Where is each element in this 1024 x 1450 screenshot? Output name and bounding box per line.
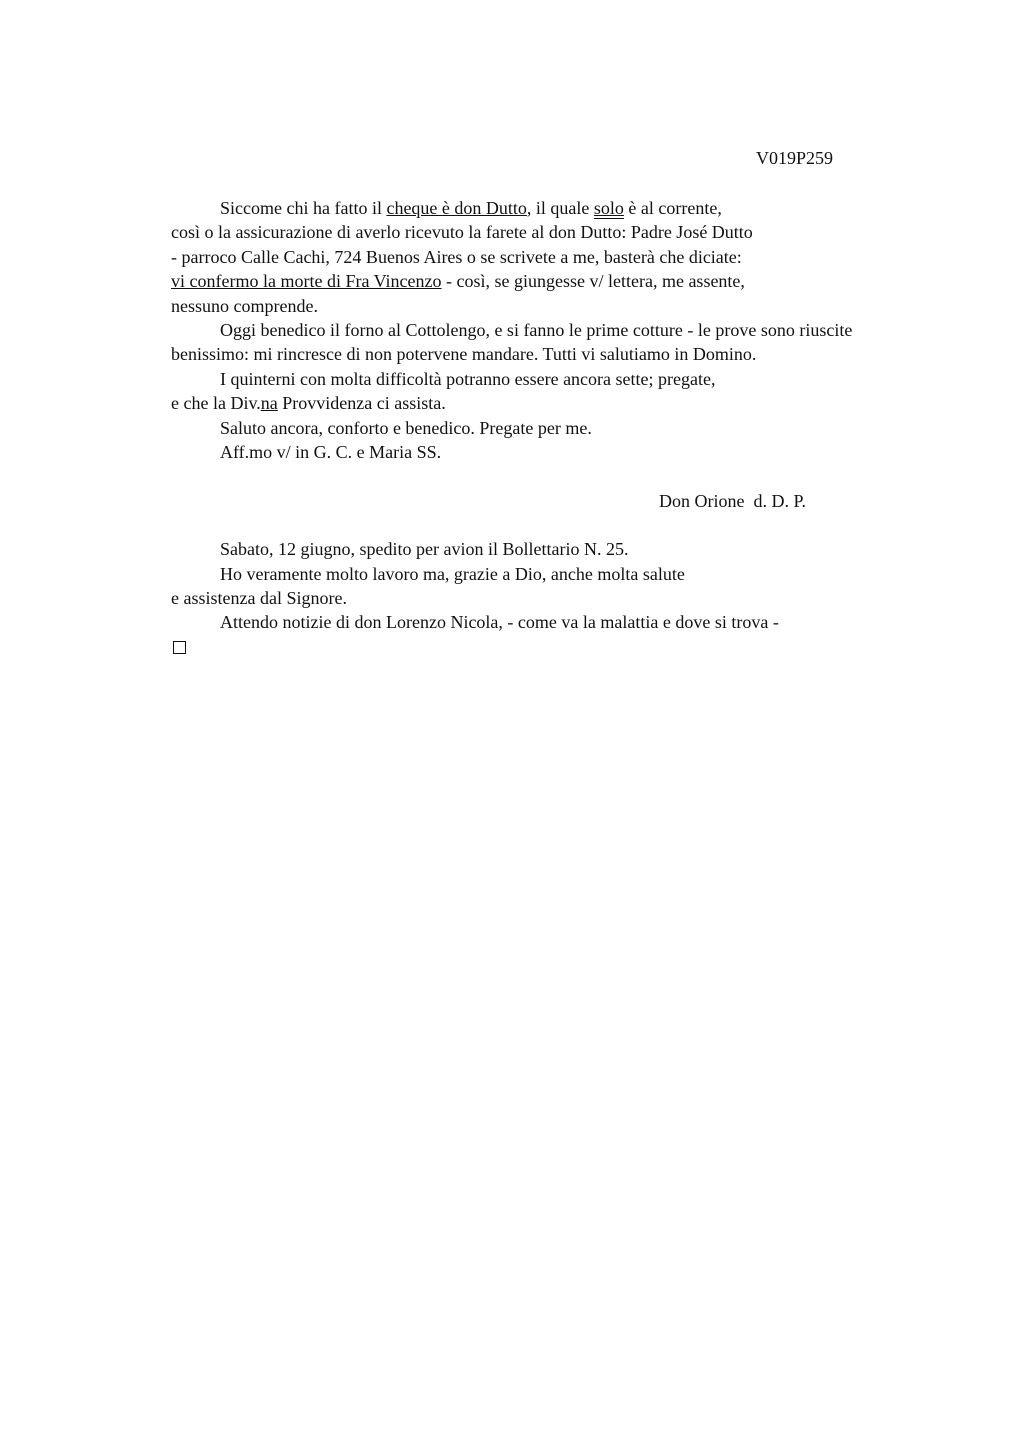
postscript-line-1: Sabato, 12 giugno, spedito per avion il Bollettario N. 25. [220,539,629,560]
document-reference-code: V019P259 [756,148,834,168]
signature: Don Orione d. D. P. [659,491,806,512]
paragraph-1-line-1 [171,196,852,220]
signature-block [171,464,852,537]
paragraph-3-line-1: I quinterni con molta difficoltà potranno essere ancora sette; pregate, [220,368,716,389]
underlined-text: vi confermo la morte di Fra Vincenzo [171,271,442,292]
text-run: è al corrente, [623,198,722,218]
text-run: Provvidenza ci assista. [277,393,446,414]
text-run: Siccome chi ha fatto il [220,198,387,218]
postscript-line-3: e assistenza dal Signore. [171,588,347,609]
paragraph-2-line-1: Oggi benedico il forno al Cottolengo, e si fanno le prime cotture - le prove sono riuscite [220,319,853,340]
paragraph-3-line-2 [171,391,852,415]
paragraph-1-line-3: - parroco Calle Cachi, 724 Buenos Aires o se scrivete a me, basterà che diciate: [171,246,742,267]
paragraph-1-line-2: così o la assicurazione di averlo ricevuto la farete al don Dutto: Padre José Dutto [171,222,753,243]
double-underlined-text: solo [593,198,624,218]
underlined-text: na [260,393,278,414]
text-run: - così, se giungesse v/ lettera, me assente, [441,271,745,292]
paragraph-1-line-4 [171,269,852,293]
underlined-text: cheque è don Dutto [386,198,527,218]
end-square-icon [173,641,186,654]
postscript-line-2: Ho veramente molto lavoro ma, grazie a Dio, anche molta salute [220,563,685,584]
paragraph-2-line-2: benissimo: mi rincresce di non potervene mandare. Tutti vi salutiamo in Domino. [171,344,757,365]
text-run: , il quale [526,198,594,218]
closing-line: Aff.mo v/ in G. C. e Maria SS. [220,441,442,462]
paragraph-4: Saluto ancora, conforto e benedico. Pregate per me. [220,417,592,438]
postscript-line-4: Attendo notizie di don Lorenzo Nicola, - come va la malattia e dove si trova - [220,612,779,633]
paragraph-1-line-5: nessuno comprende. [171,295,318,316]
letter-body [171,196,852,654]
text-run: e che la Div. [171,393,261,414]
